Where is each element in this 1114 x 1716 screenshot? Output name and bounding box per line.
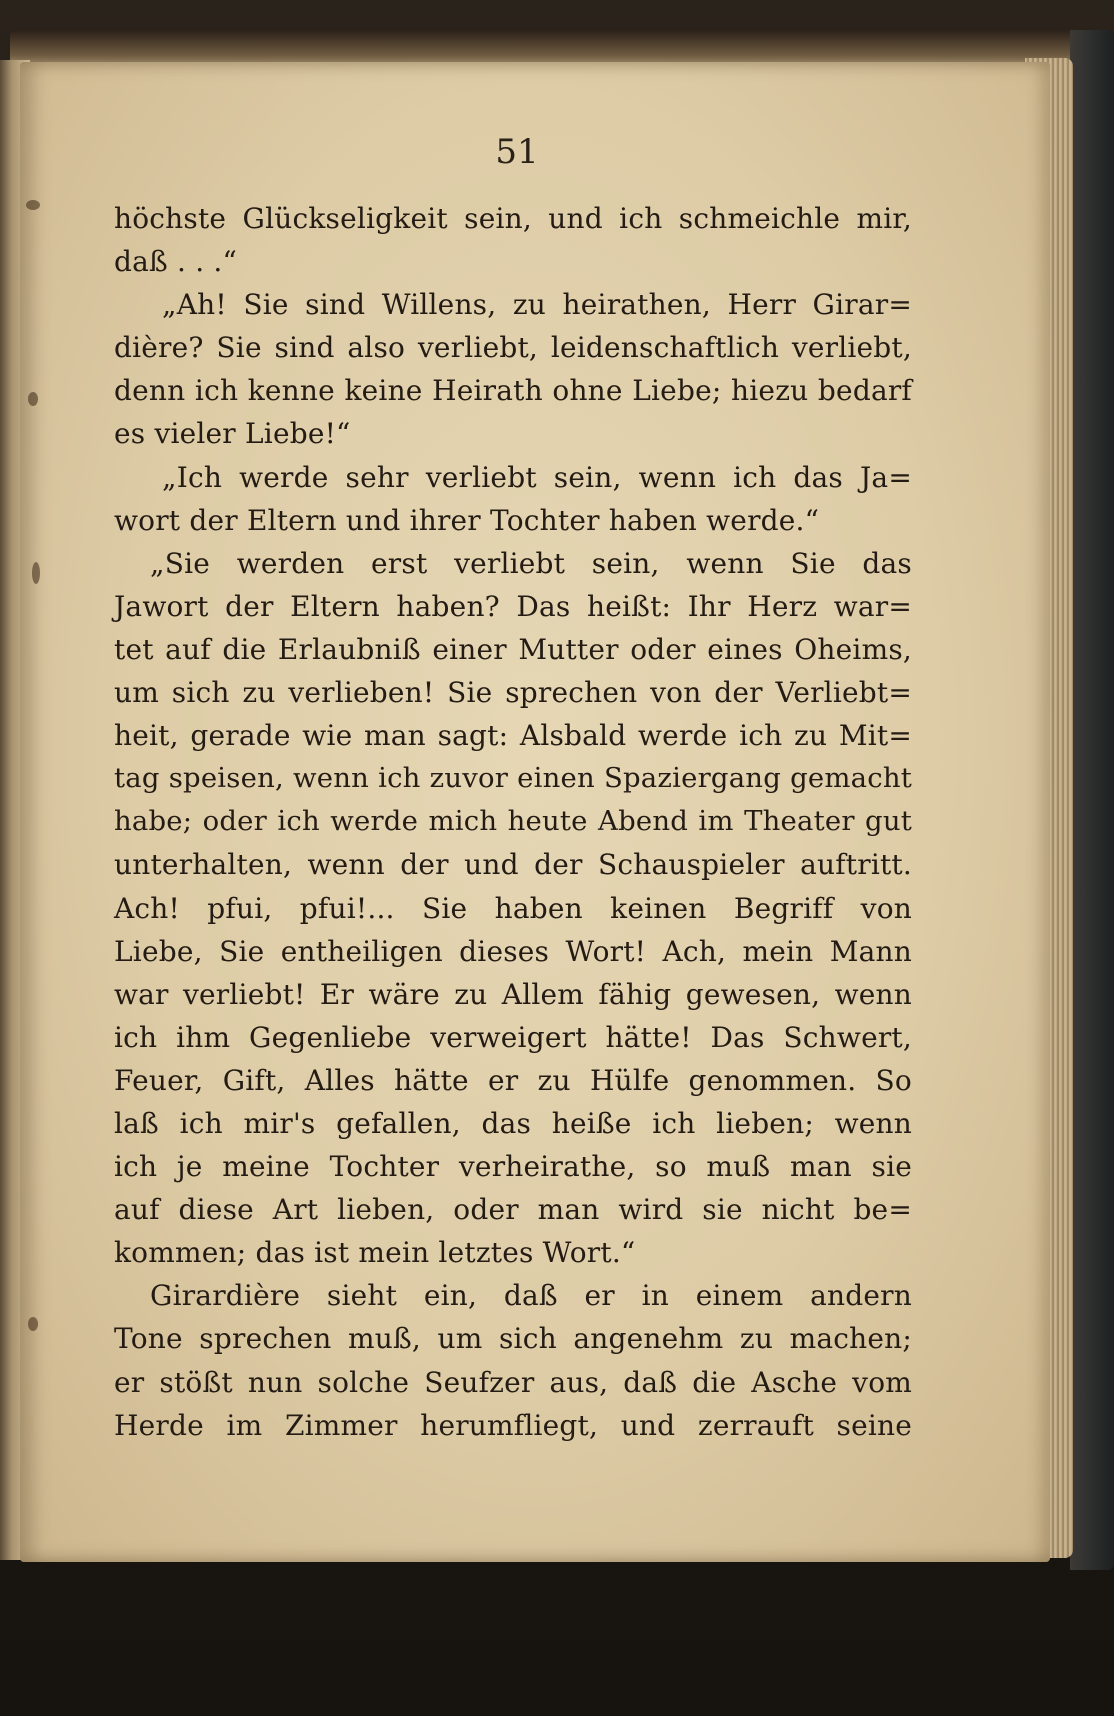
text-line: heit, gerade wie man sagt: Alsbald werde ich zu Mit= <box>114 719 912 753</box>
text-line: höchste Glückseligkeit sein, und ich schmeichle mir, <box>114 202 912 235</box>
page-number: 51 <box>495 132 539 172</box>
text-line: tet auf die Erlaubniß einer Mutter oder eines Oheims, <box>114 632 912 666</box>
text-line: kommen; das ist mein letztes Wort.“ <box>114 1236 636 1270</box>
text-line: „Ich werde sehr verliebt sein, wenn ich das Ja= <box>162 460 912 494</box>
body-text <box>114 197 912 1447</box>
ink-stain <box>26 200 40 210</box>
text-line: ich ihm Gegenliebe verweigert hätte! Das Schwert, <box>114 1020 912 1054</box>
text-line: wort der Eltern und ihrer Tochter haben werde.“ <box>114 503 820 537</box>
ink-stain <box>28 392 38 406</box>
text-line: auf diese Art lieben, oder man wird sie nicht be= <box>114 1193 912 1227</box>
text-line: er stößt nun solche Seufzer aus, daß die Asche vom <box>114 1365 912 1399</box>
ink-stain <box>28 1317 38 1331</box>
text-line: Feuer, Gift, Alles hätte er zu Hülfe genommen. So <box>114 1063 912 1097</box>
text-line: Jawort der Eltern haben? Das heißt: Ihr Herz war= <box>114 589 912 623</box>
text-line: laß ich mir's gefallen, das heiße ich lieben; wenn <box>114 1106 912 1140</box>
text-line: Tone sprechen muß, um sich angenehm zu machen; <box>114 1322 912 1356</box>
text-line: es vieler Liebe!“ <box>114 417 351 451</box>
text-line: um sich zu verlieben! Sie sprechen von der Verliebt= <box>114 676 912 710</box>
text-line: „Sie werden erst verliebt sein, wenn Sie das <box>150 546 912 580</box>
ink-stain <box>32 562 40 584</box>
text-line: war verliebt! Er wäre zu Allem fähig gewesen, wenn <box>114 977 912 1011</box>
text-line: daß . . .“ <box>114 245 238 279</box>
text-line: ich je meine Tochter verheirathe, so muß man sie <box>114 1150 912 1184</box>
text-line: Ach! pfui, pfui!... Sie haben keinen Begriff von <box>114 891 912 925</box>
book-page <box>20 62 1050 1562</box>
text-line: Girardière sieht ein, daß er in einem andern <box>150 1279 912 1313</box>
text-line: denn ich kenne keine Heirath ohne Liebe; hiezu bedarf <box>114 374 912 408</box>
text-line: „Ah! Sie sind Willens, zu heirathen, Herr Girar= <box>162 288 912 322</box>
text-line: dière? Sie sind also verliebt, leidenschaftlich verliebt, <box>114 331 912 365</box>
text-line: unterhalten, wenn der und der Schauspieler auftritt. <box>114 848 912 882</box>
text-line: Liebe, Sie entheiligen dieses Wort! Ach, mein Mann <box>114 934 912 968</box>
text-line: Herde im Zimmer herumfliegt, und zerrauft seine <box>114 1408 912 1442</box>
text-line: habe; oder ich werde mich heute Abend im Theater gut <box>114 805 912 838</box>
text-line: tag speisen, wenn ich zuvor einen Spaziergang gemacht <box>114 762 912 795</box>
book-cover-right <box>1070 30 1114 1570</box>
